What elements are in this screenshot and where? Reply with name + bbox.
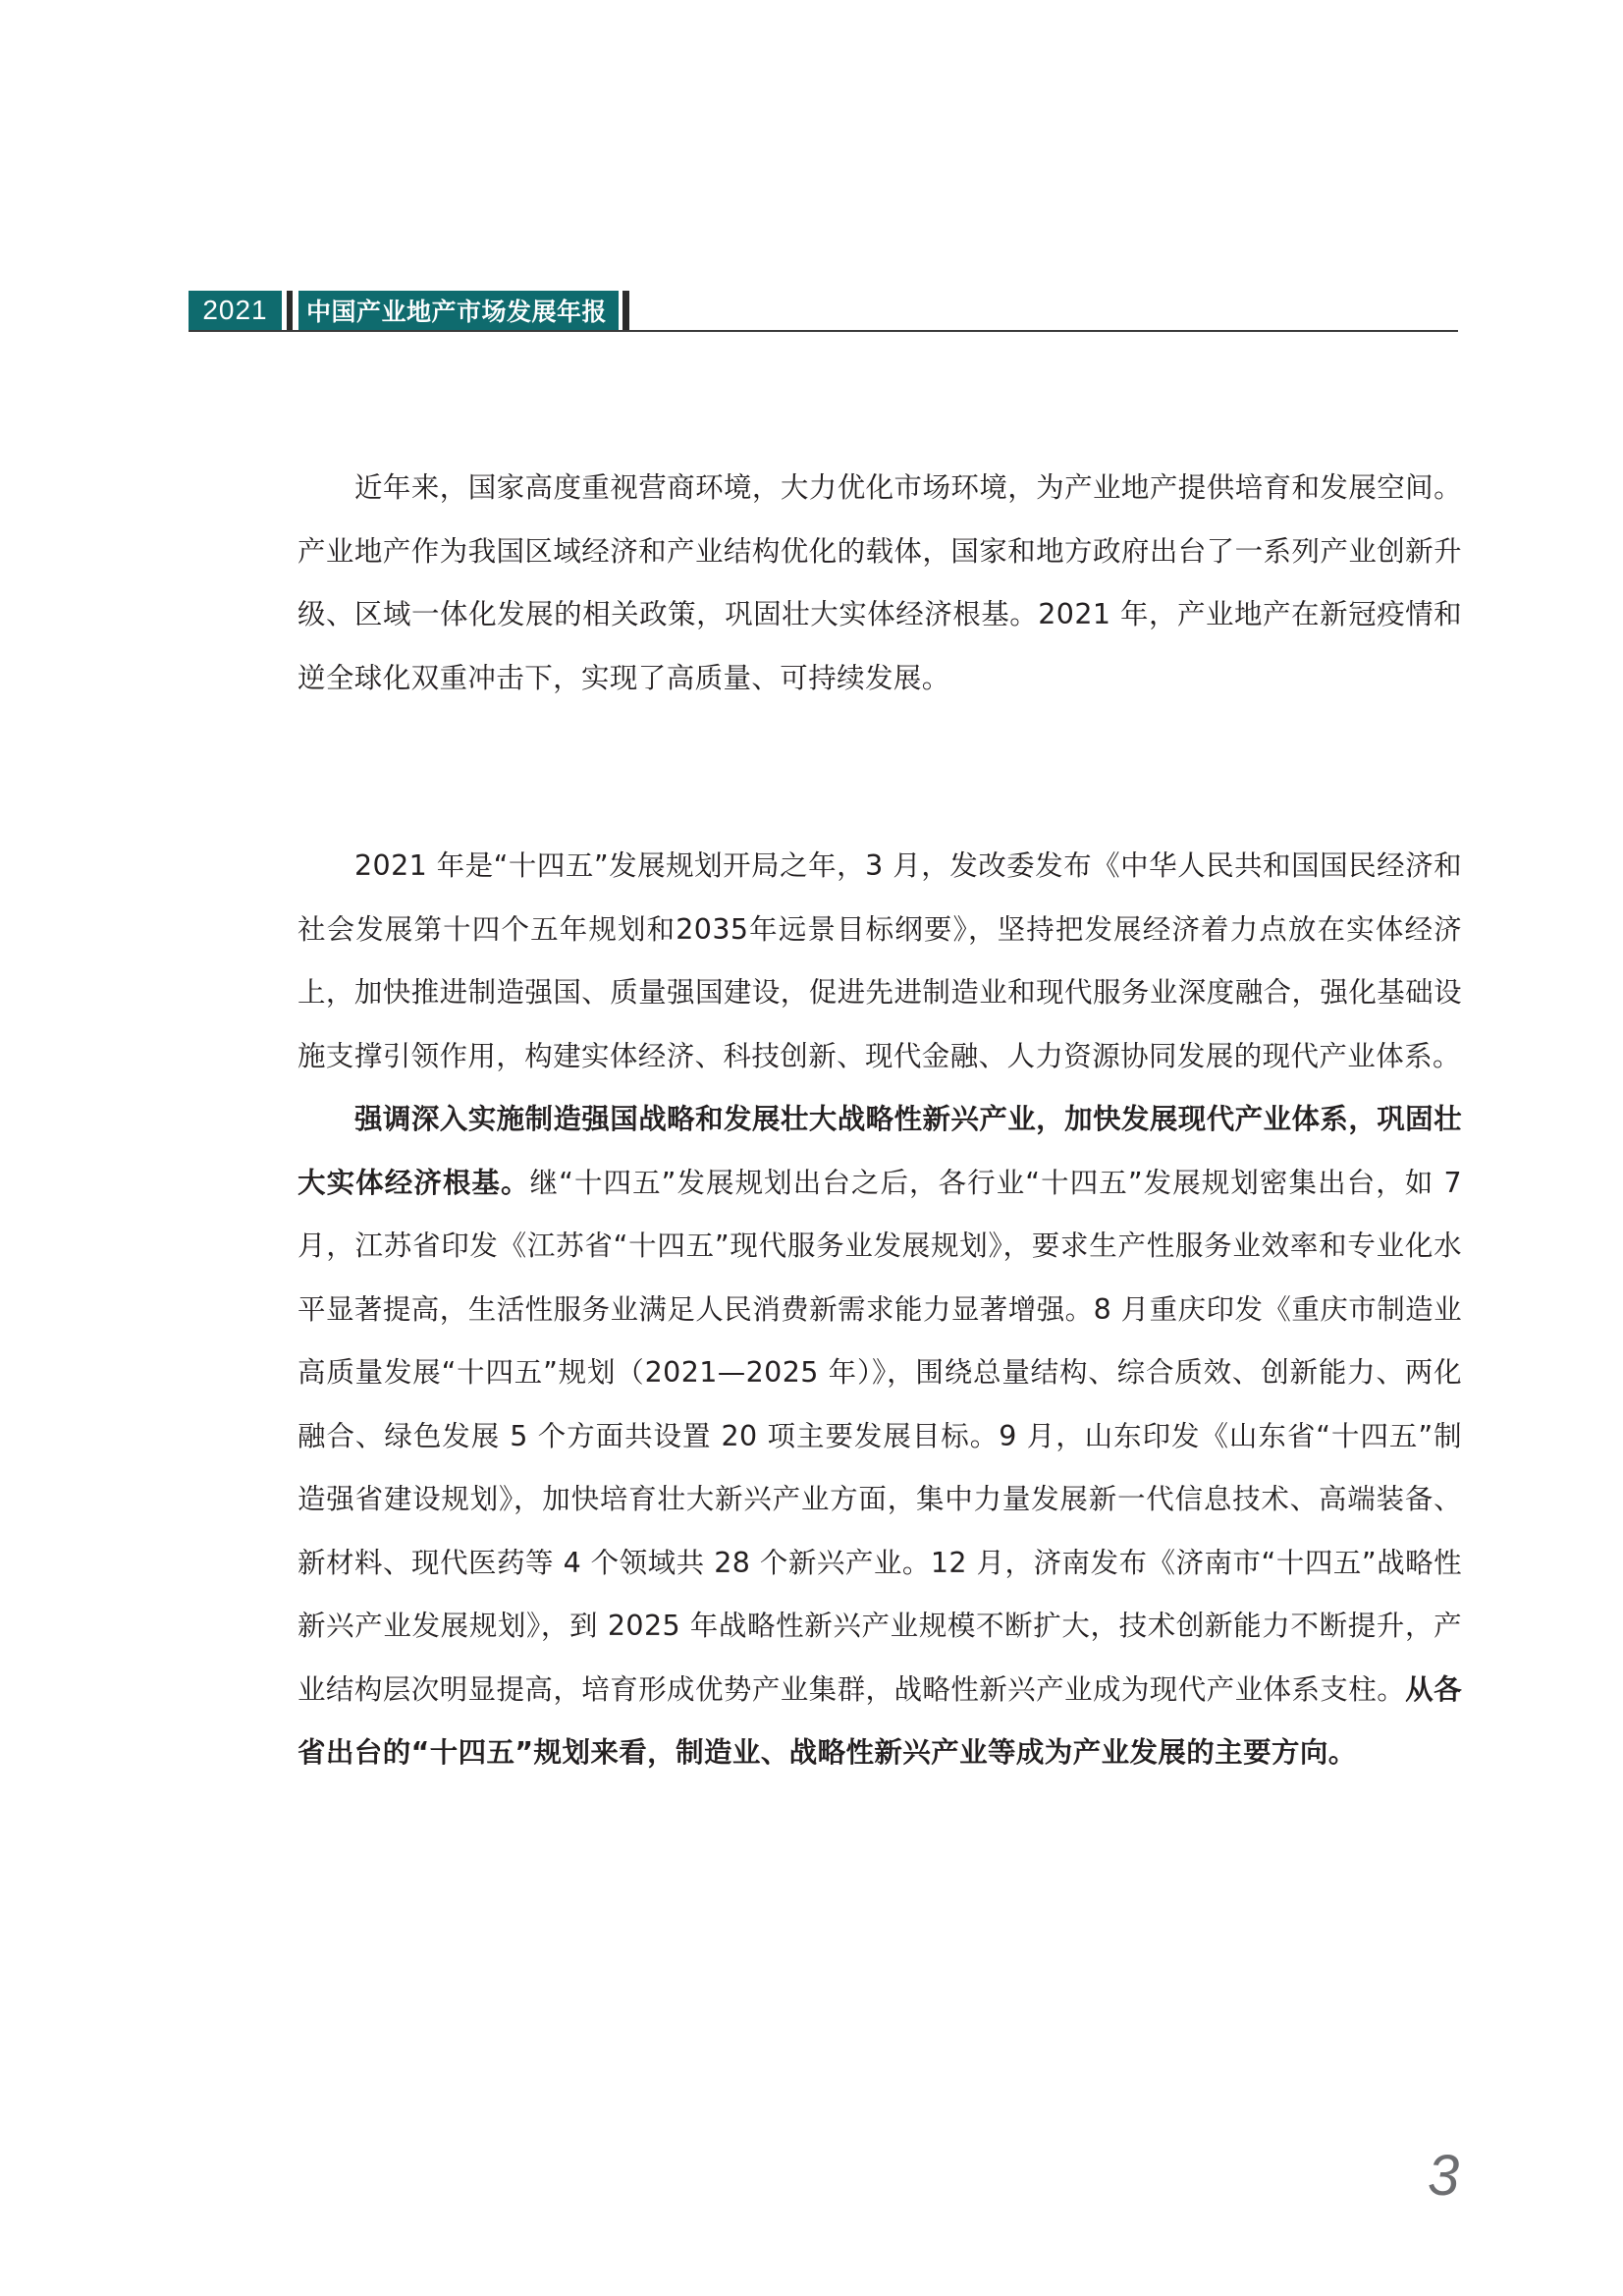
header-divider <box>287 291 293 330</box>
header-year: 2021 <box>189 291 282 330</box>
paragraph-policies-lead: 强调深入实施制造强国战略和发展壮大战略性新兴产业，加快发展现代产业体系，巩固壮大实体经济根基。 <box>298 1103 1462 1199</box>
header-rule <box>189 330 1458 332</box>
paragraph-policies-conclusion: 从各省出台的“十四五”规划来看，制造业、战略性新兴产业等成为产业发展的主要方向。 <box>298 1672 1462 1769</box>
body-text <box>298 457 1462 1785</box>
header-title: 中国产业地产市场发展年报 <box>298 291 619 330</box>
report-header <box>189 291 629 330</box>
header-end-bar <box>622 291 629 330</box>
page-number: 3 <box>1428 2144 1460 2208</box>
paragraph-intro: 近年来，国家高度重视营商环境，大力优化市场环境，为产业地产提供培育和发展空间。产业地产作为我国区域经济和产业结构优化的载体，国家和地方政府出台了一系列产业创新升级、区域一体化发展的相关政策，巩固壮大实体经济根基。2021 年，产业地产在新冠疫情和逆全球化双重冲击下，实现了高质量、可持续发展。 <box>298 471 1462 694</box>
paragraph-plan: 2021 年是“十四五”发展规划开局之年，3 月，发改委发布《中华人民共和国国民经济和社会发展第十四个五年规划和2035年远景目标纲要》，坚持把发展经济着力点放在实体经济上，加快推进制造强国、质量强国建设，促进先进制造业和现代服务业深度融合，强化基础设施支撑引领作用，构建实体经济、科技创新、现代金融、人力资源协同发展的现代产业体系。 <box>298 849 1462 1072</box>
paragraph-policies <box>298 1088 1462 1785</box>
paragraph-policies-body: 继“十四五”发展规划出台之后，各行业“十四五”发展规划密集出台，如 7 月，江苏省印发《江苏省“十四五”现代服务业发展规划》，要求生产性服务业效率和专业化水平显著提高，生活性服务业满足人民消费新需求能力显著增强。8 月重庆印发《重庆市制造业高质量发展“十四五”规划（2021—2025 年）》，围绕总量结构、综合质效、创新能力、两化融合、绿色发展 5 个方面共设置 20 项主要发展目标。9 月，山东印发《山东省“十四五”制造强省建设规划》，加快培育壮大新兴产业方面，集中力量发展新一代信息技术、高端装备、新材料、现代医药等 4 个领域共 28 个新兴产业。12 月，济南发布《济南市“十四五”战略性新兴产业发展规划》，到 2025 年战略性新兴产业规模不断扩大，技术创新能力不断提升，产业结构层次明显提高，培育形成优势产业集群，战略性新兴产业成为现代产业体系支柱。 <box>298 1166 1462 1706</box>
